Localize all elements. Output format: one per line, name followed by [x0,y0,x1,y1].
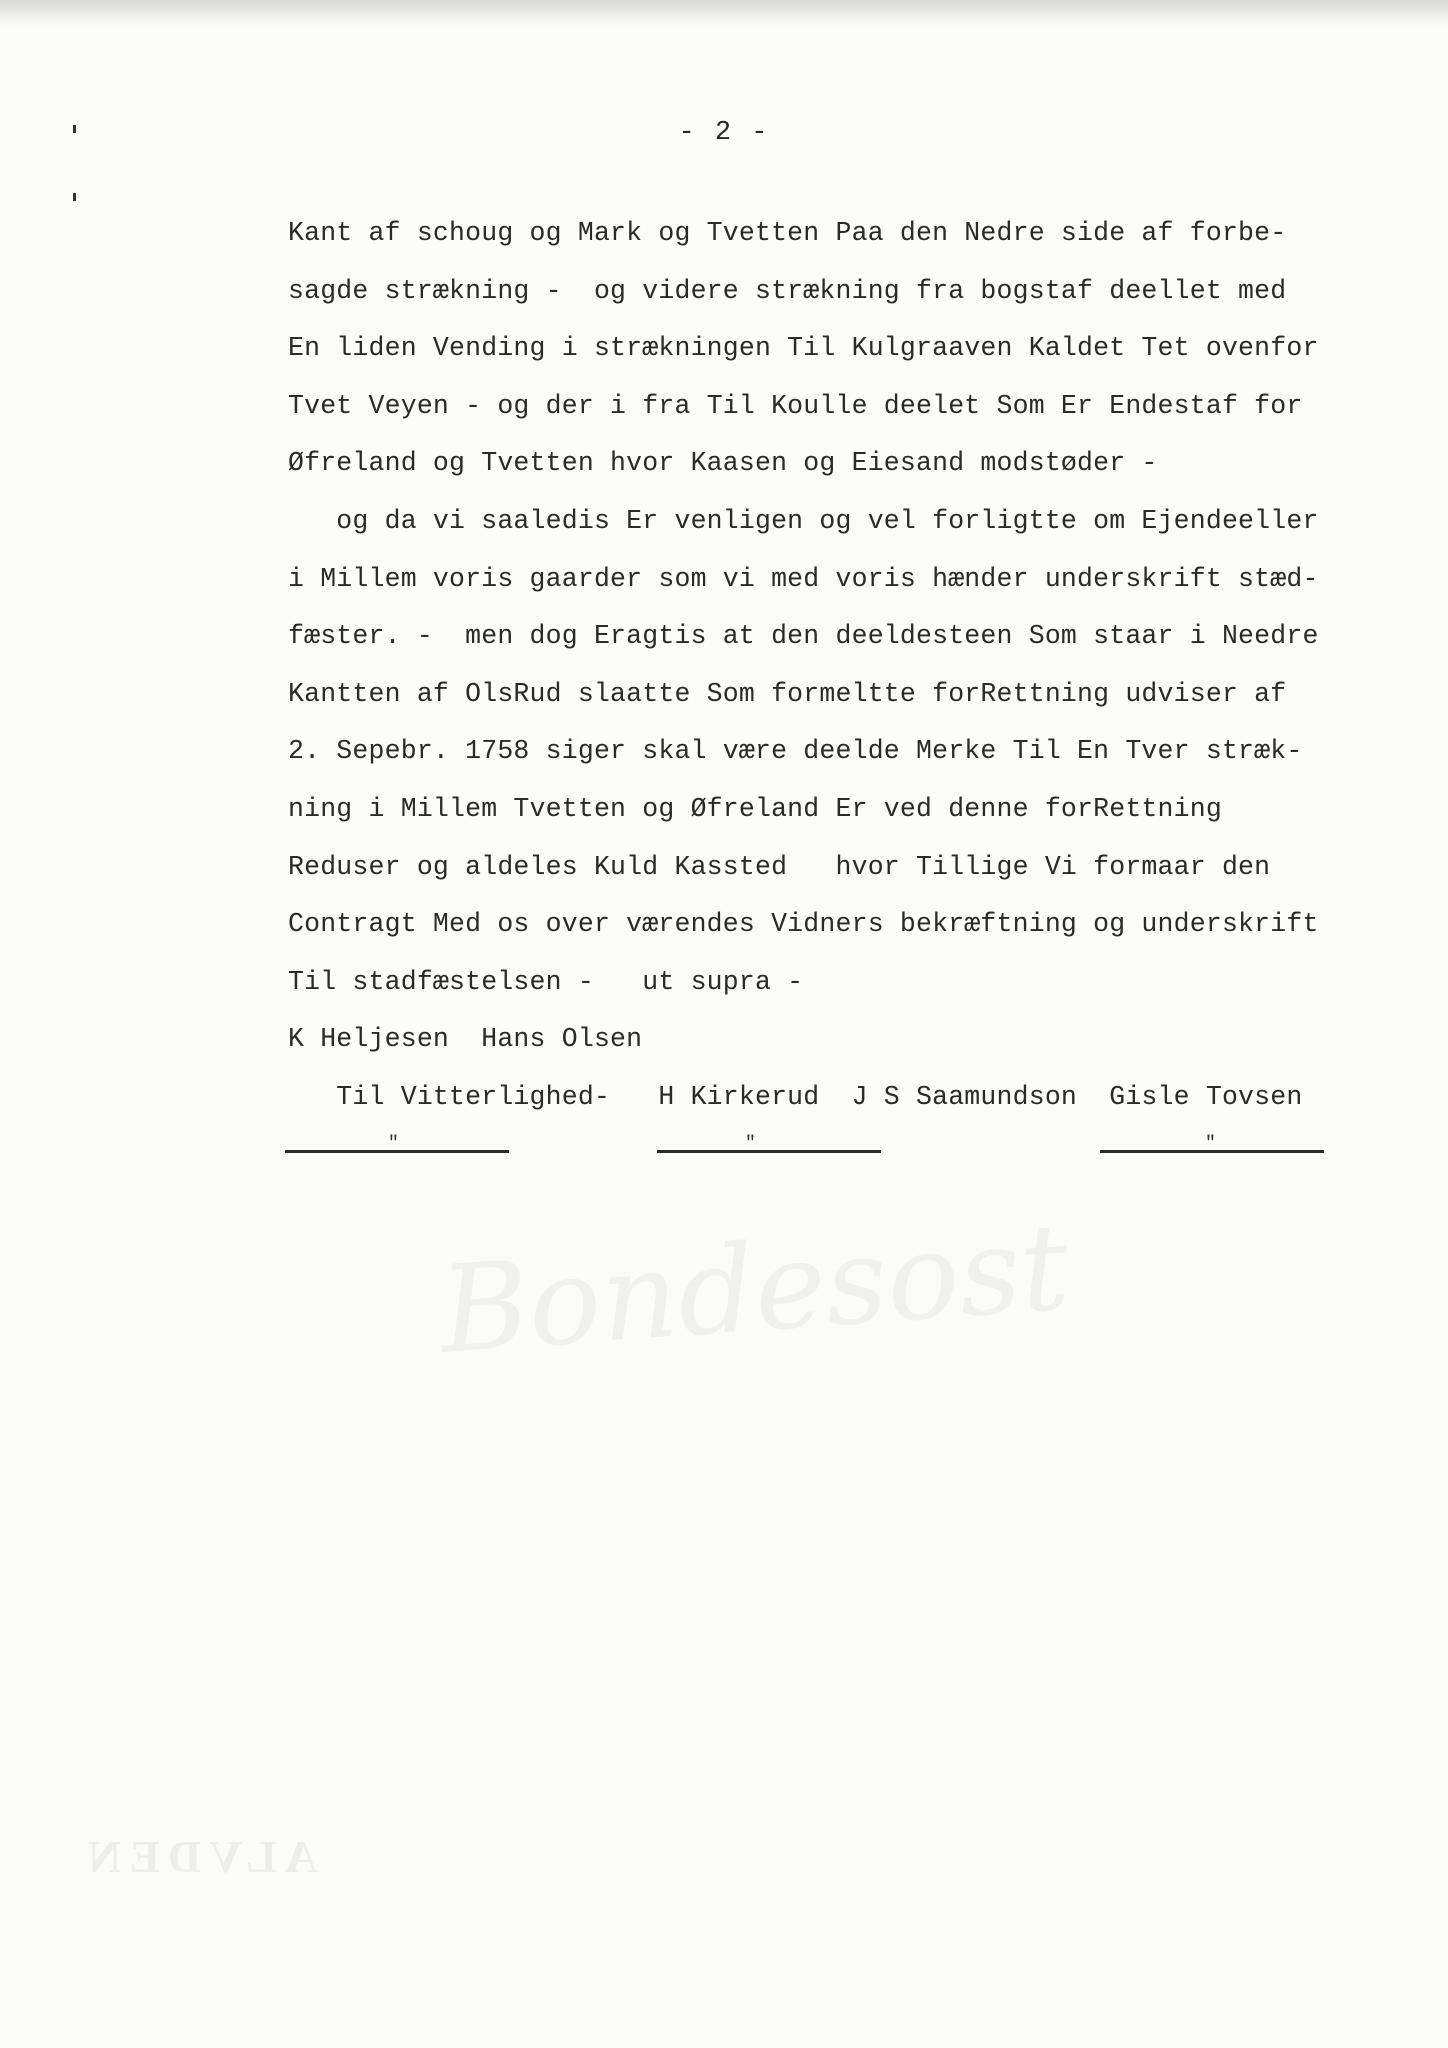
text-line: 2. Sepebr. 1758 siger skal være deelde Merke Til En Tver stræk- [288,736,1303,767]
margin-mark [73,193,76,201]
text-line: Contragt Med os over værendes Vidners bekræftning og underskrift [288,909,1319,940]
text-line: Tvet Veyen - og der i fra Til Koulle deelet Som Er Endestaf for [288,390,1303,421]
ditto-mark: " [1205,1134,1216,1154]
document-body [288,205,1408,1127]
signature-rule [657,1150,881,1153]
text-line: og da vi saaledis Er venligen og vel forligtte om Ejendeeller [288,505,1319,536]
text-line: Til stadfæstelsen - ut supra - [288,966,804,997]
ditto-mark: " [388,1134,399,1154]
bleed-through-stamp: ALVDEN [80,1831,319,1882]
text-line: ning i Millem Tvetten og Øfreland Er ved denne forRettning [288,793,1222,824]
ditto-mark: " [745,1134,756,1154]
witness-line: Til Vitterlighed- H Kirkerud J S Saamundson Gisle Tovsen [288,1081,1303,1112]
text-line: En liden Vending i strækningen Til Kulgraaven Kaldet Tet ovenfor [288,333,1319,364]
text-line: Kantten af OlsRud slaatte Som formeltte forRettning udviser af [288,678,1287,709]
text-line: Kant af schoug og Mark og Tvetten Paa den Nedre side af forbe- [288,218,1287,248]
scan-top-shadow [0,0,1448,26]
text-line: Øfreland og Tvetten hvor Kaasen og Eiesand modstøder - [288,448,1158,479]
text-line: fæster. - men dog Eragtis at den deeldesteen Som staar i Needre [288,621,1319,652]
signature-line-names: K Heljesen Hans Olsen [288,1024,643,1055]
text-line: i Millem voris gaarder som vi med voris hænder underskrift stæd- [288,563,1319,594]
text-line: Reduser og aldeles Kuld Kassted hvor Tillige Vi formaar den [288,851,1271,882]
faint-watermark: Bondesost [435,1198,1074,1381]
text-line: sagde strækning - og videre strækning fra bogstaf deellet med [288,275,1287,306]
page-number: - 2 - [678,118,770,148]
signature-rules [0,1136,1448,1166]
